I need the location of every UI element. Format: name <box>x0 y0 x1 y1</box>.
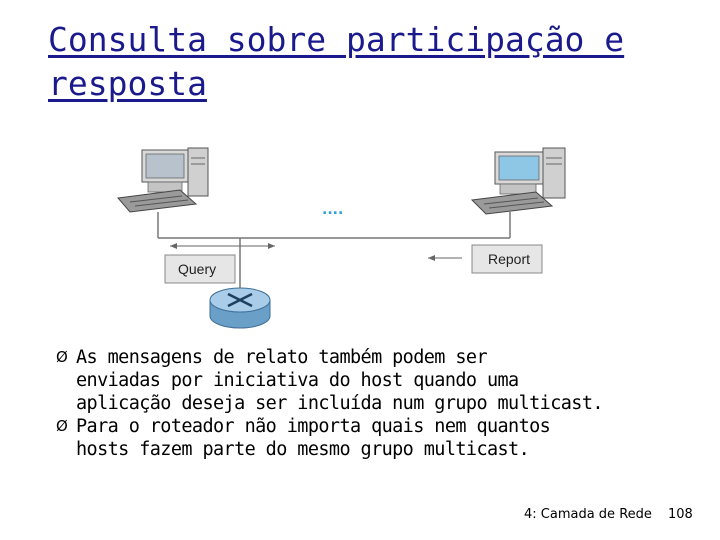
bullet-arrow-icon: Ø <box>56 417 68 435</box>
bullet-line: As mensagens de relato também podem ser <box>76 347 487 368</box>
bullet-line: hosts fazem parte do mesmo grupo multicast. <box>76 439 530 460</box>
slide-title-line-2: resposta <box>48 64 207 103</box>
slide-title <box>48 18 688 106</box>
bullet-item <box>56 415 696 461</box>
right-host-computer-icon <box>472 148 565 214</box>
bullet-line: aplicação deseja ser incluída num grupo multicast. <box>76 393 603 414</box>
report-label-box <box>472 245 542 273</box>
query-label: Query <box>178 261 217 277</box>
footer-chapter: 4: Camada de Rede <box>524 507 652 522</box>
bullet-item <box>56 346 696 415</box>
query-label-box <box>165 255 235 283</box>
bullet-line: Para o roteador não importa quais nem quantos <box>76 416 551 437</box>
router-icon <box>210 288 270 328</box>
left-host-computer-icon <box>118 148 208 212</box>
report-arrow-icon <box>428 255 462 261</box>
bullet-list <box>56 346 696 461</box>
bullet-arrow-icon: Ø <box>56 348 68 366</box>
network-diagram <box>100 140 570 335</box>
footer-page-number: 108 <box>668 507 693 522</box>
dots-label: .... <box>322 202 344 218</box>
report-label: Report <box>488 251 531 267</box>
slide-title-line-1: Consulta sobre participação e <box>48 20 625 59</box>
query-arrow-icon <box>170 243 275 249</box>
bullet-line: enviadas por iniciativa do host quando uma <box>76 370 519 391</box>
